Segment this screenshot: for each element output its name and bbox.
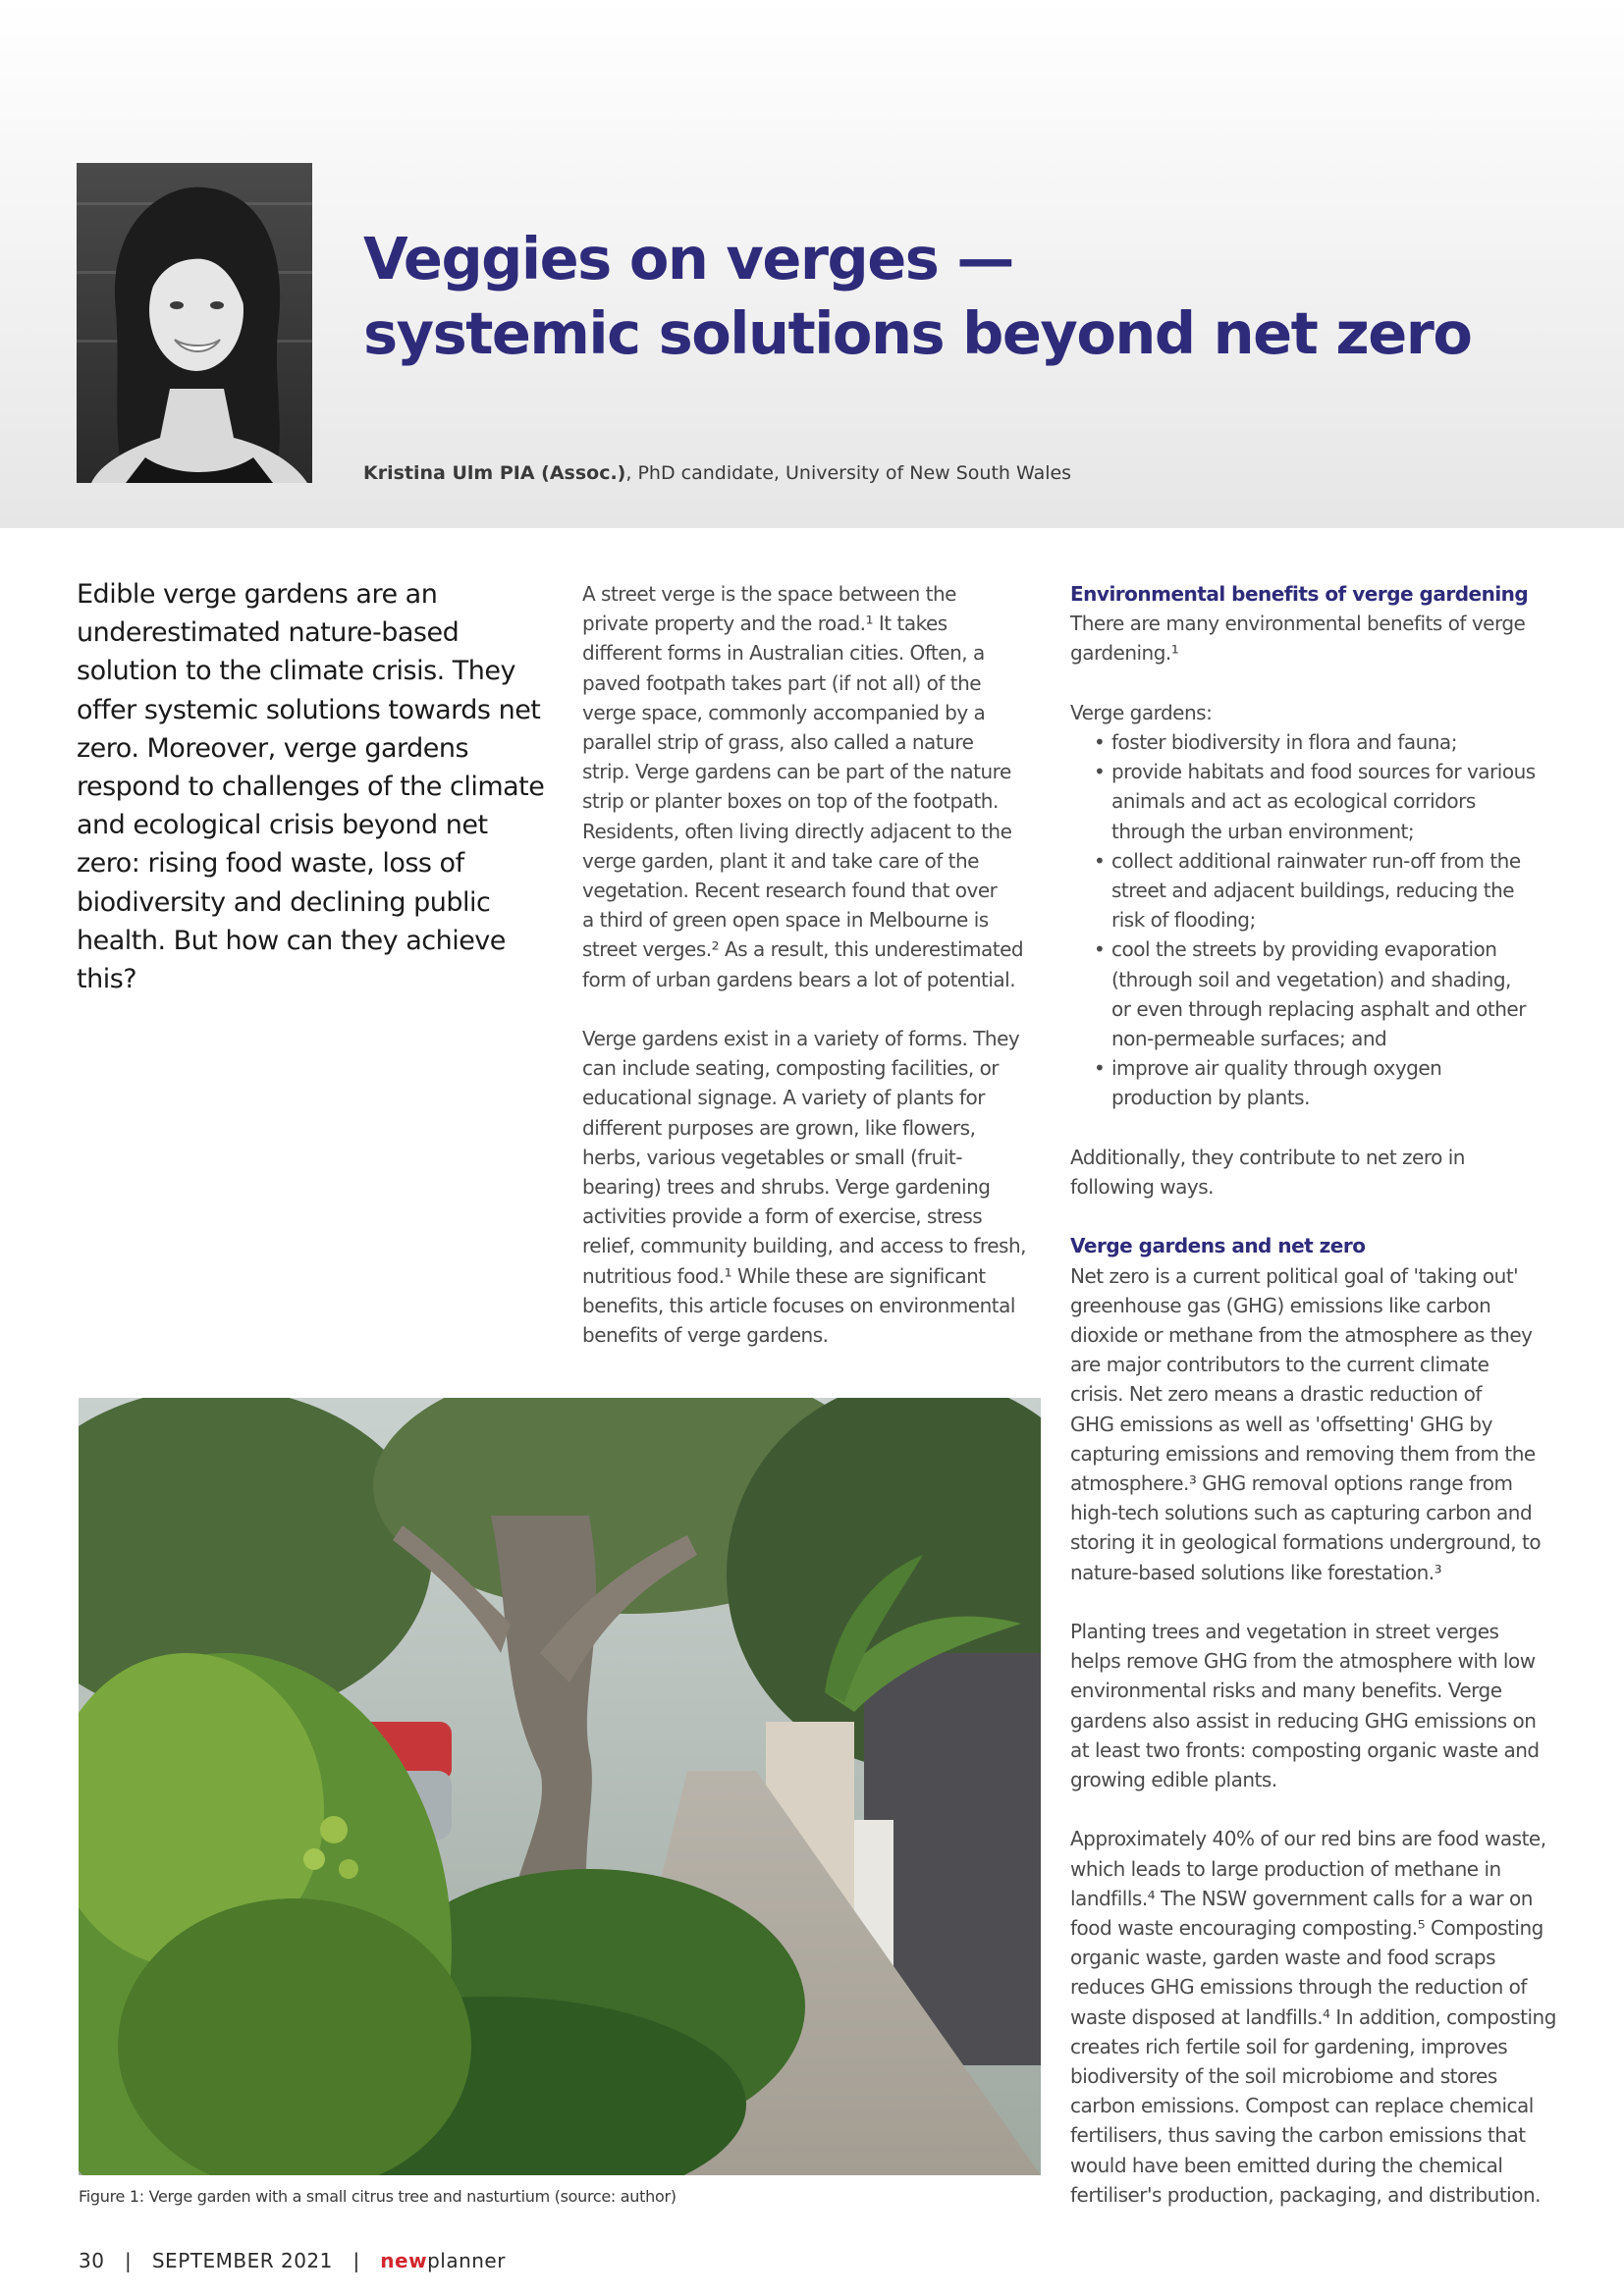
text-line: bearing) trees and shrubs. Verge gardening: [582, 1175, 991, 1200]
text-line: growing edible plants.: [1070, 1768, 1277, 1792]
text-line: carbon emissions. Compost can replace chemical: [1070, 2094, 1534, 2118]
figure-caption: Figure 1: Verge garden with a small citrus tree and nasturtium (source: author): [79, 2187, 677, 2206]
text-line: improve air quality through oxygen: [1111, 1056, 1442, 1081]
text-line: Additionally, they contribute to net zero in: [1070, 1145, 1465, 1169]
logo-planner: planner: [427, 2249, 506, 2272]
bullet-icon: •: [1094, 730, 1106, 754]
spacer: [1070, 1201, 1581, 1231]
column-right: [1070, 579, 1581, 2210]
text-line: high-tech solutions such as capturing carbon and: [1070, 1501, 1533, 1525]
text-line: cool the streets by providing evaporation: [1111, 937, 1497, 962]
title-line-1: Veggies on verges —: [363, 225, 1013, 293]
list-label: Verge gardens:: [1070, 700, 1213, 724]
text-line: biodiversity of the soil microbiome and stores: [1070, 2064, 1497, 2089]
text-line: crisis. Net zero means a drastic reduction of: [1070, 1382, 1482, 1407]
publication-logo: [380, 2249, 506, 2272]
text-line: at least two fronts: composting organic waste and: [1070, 1737, 1540, 1762]
text-line: dioxide or methane from the atmosphere as they: [1070, 1323, 1533, 1348]
text-line: can include seating, composting facilities, or: [582, 1056, 1000, 1081]
text-line: A street verge is the space between the: [582, 582, 956, 606]
footer-separator: |: [125, 2249, 133, 2272]
text-line: relief, community building, and access to fresh,: [582, 1234, 1026, 1258]
spacer: [1070, 1794, 1581, 1824]
list-item: [1070, 757, 1581, 846]
text-line: waste disposed at landfills.⁴ In addition, composting: [1070, 2004, 1556, 2029]
text-line: benefits, this article focuses on environmental: [582, 1293, 1015, 1317]
text-line: provide habitats and food sources for various: [1111, 760, 1536, 784]
text-line: nutritious food.¹ While these are significant: [582, 1263, 986, 1288]
text-line: activities provide a form of exercise, stress: [582, 1204, 983, 1229]
text-line: strip. Verge gardens can be part of the nature: [582, 760, 1011, 784]
text-line: environmental risks and many benefits. Verge: [1070, 1679, 1502, 1703]
text-line: Verge gardens exist in a variety of forms. They: [582, 1027, 1020, 1051]
text-line: gardens also assist in reducing GHG emissions on: [1070, 1708, 1537, 1733]
text-line: organic waste, garden waste and food scraps: [1070, 1946, 1495, 1970]
text-line: gardening.¹: [1070, 641, 1179, 666]
text-line: atmosphere.³ GHG removal options range from: [1070, 1471, 1513, 1496]
text-line: foster biodiversity in flora and fauna;: [1111, 730, 1457, 754]
list-item: [1070, 846, 1581, 935]
bullet-icon: •: [1094, 848, 1106, 873]
section-heading-net-zero: Verge gardens and net zero: [1070, 1234, 1366, 1258]
page-number: 30: [79, 2249, 105, 2272]
text-line: different forms in Australian cities. Often, a: [582, 641, 985, 666]
spacer: [1070, 1587, 1581, 1617]
list-item: [1070, 1053, 1581, 1112]
text-line: Approximately 40% of our red bins are food waste,: [1070, 1827, 1546, 1851]
text-line: storing it in geological formations underground, to: [1070, 1530, 1542, 1555]
text-line: street verges.² As a result, this underestimated: [582, 937, 1024, 962]
list-item: [1070, 727, 1581, 757]
text-line: different purposes are grown, like flowers,: [582, 1115, 976, 1140]
text-line: or even through replacing asphalt and other: [1111, 996, 1526, 1021]
verge-garden-photo: [79, 1398, 1041, 2175]
text-line: non-permeable surfaces; and: [1111, 1027, 1387, 1051]
text-line: greenhouse gas (GHG) emissions like carbon: [1070, 1293, 1491, 1317]
author-affiliation: , PhD candidate, University of New South Wales: [625, 462, 1072, 484]
text-line: fertilisers, thus saving the carbon emissions that: [1070, 2123, 1526, 2148]
author-photo: [77, 163, 312, 483]
title-line-2: systemic solutions beyond net zero: [363, 299, 1472, 367]
author-name: Kristina Ulm PIA (Assoc.): [363, 462, 626, 484]
text-line: There are many environmental benefits of verge: [1070, 612, 1526, 636]
text-line: food waste encouraging composting.⁵ Composting: [1070, 1916, 1543, 1941]
column-middle: [582, 579, 1054, 1350]
text-line: (through soil and vegetation) and shading,: [1111, 967, 1511, 991]
text-line: production by plants.: [1111, 1086, 1310, 1110]
text-line: verge space, commonly accompanied by a: [582, 700, 986, 724]
list-item: [1070, 934, 1581, 1053]
text-line: Net zero is a current political goal of 'taking out': [1070, 1263, 1519, 1288]
text-line: parallel strip of grass, also called a nature: [582, 730, 974, 755]
text-line: landfills.⁴ The NSW government calls for a war on: [1070, 1886, 1533, 1910]
spacer: [582, 994, 1054, 1024]
text-line: verge garden, plant it and take care of the: [582, 848, 979, 873]
text-line: herbs, various vegetables or small (fruit-: [582, 1145, 962, 1169]
bullet-icon: •: [1094, 1056, 1106, 1081]
text-line: creates rich fertile soil for gardening, improves: [1070, 2034, 1508, 2058]
lead-paragraph: Edible verge gardens are an underestimated nature-based solution to the climate crisis. They offer systemic solutions towards net zero. Moreover, verge gardens respond to challenges of the climate and ecological crisis beyond net zero: rising food waste, loss of biodiversity and declining public health. But how can they achieve this?: [77, 579, 545, 995]
text-line: would have been emitted during the chemical: [1070, 2153, 1503, 2177]
text-line: collect additional rainwater run-off from the: [1111, 848, 1521, 873]
text-line: a third of green open space in Melbourne is: [582, 908, 989, 933]
byline: [363, 462, 1071, 484]
text-line: capturing emissions and removing them from the: [1070, 1441, 1536, 1466]
text-line: GHG emissions as well as 'offsetting' GHG by: [1070, 1412, 1492, 1436]
text-line: risk of flooding;: [1111, 908, 1256, 933]
text-line: fertiliser's production, packaging, and distribution.: [1070, 2182, 1541, 2207]
bullet-icon: •: [1094, 937, 1106, 962]
section-heading-environmental-benefits: Environmental benefits of verge gardening: [1070, 582, 1529, 606]
paragraph-street-verge: [582, 579, 1054, 994]
spacer: [1070, 1113, 1581, 1143]
text-line: which leads to large production of methane in: [1070, 1856, 1501, 1881]
text-line: paved footpath takes part (if not all) of the: [582, 670, 982, 695]
spacer: [1070, 668, 1581, 698]
text-line: following ways.: [1070, 1175, 1214, 1200]
page-footer: [79, 2249, 506, 2272]
logo-new: new: [380, 2249, 428, 2272]
text-line: are major contributors to the current climate: [1070, 1353, 1489, 1377]
text-line: street and adjacent buildings, reducing the: [1111, 879, 1515, 903]
text-line: helps remove GHG from the atmosphere with low: [1070, 1649, 1536, 1674]
text-line: benefits of verge gardens.: [582, 1323, 829, 1348]
text-line: vegetation. Recent research found that over: [582, 879, 998, 903]
text-line: private property and the road.¹ It takes: [582, 612, 947, 636]
text-line: reduces GHG emissions through the reduction of: [1070, 1975, 1527, 2000]
text-line: educational signage. A variety of plants for: [582, 1086, 985, 1110]
text-line: Residents, often living directly adjacent to the: [582, 819, 1012, 843]
issue-date: SEPTEMBER 2021: [151, 2249, 333, 2272]
text-line: strip or planter boxes on top of the footpath.: [582, 789, 999, 814]
bullet-icon: •: [1094, 760, 1106, 784]
text-line: Planting trees and vegetation in street verges: [1070, 1620, 1499, 1644]
paragraph-verge-forms: [582, 1024, 1054, 1350]
text-line: animals and act as ecological corridors: [1111, 789, 1476, 814]
text-line: form of urban gardens bears a lot of potential.: [582, 967, 1016, 991]
text-line: through the urban environment;: [1111, 819, 1415, 843]
footer-separator: |: [352, 2249, 360, 2272]
article-title: [363, 222, 1542, 371]
text-line: nature-based solutions like forestation.³: [1070, 1560, 1442, 1584]
